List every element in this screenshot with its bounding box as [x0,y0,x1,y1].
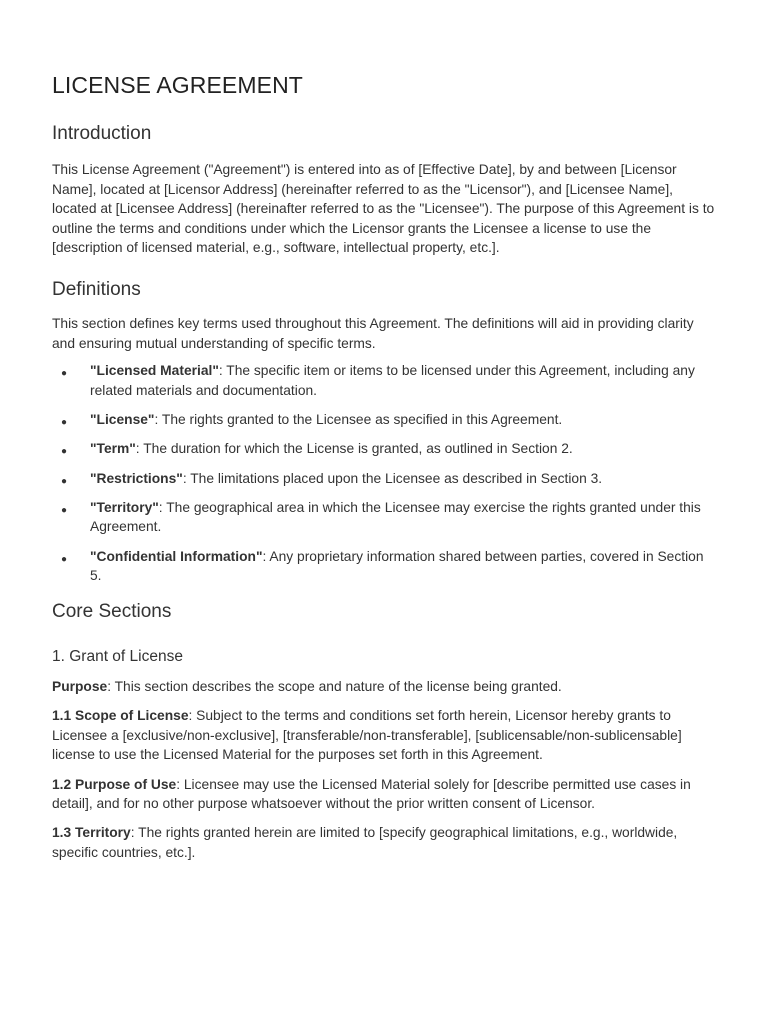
definition-desc: : The duration for which the License is granted, as outlined in Section 2. [135,441,573,457]
definition-item [52,469,718,489]
purpose-text: : This section describes the scope and nature of the license being granted. [107,678,562,694]
purpose-paragraph [52,677,718,697]
use-text: : Licensee may use the Licensed Material solely for [describe permitted use cases in detail], and for no other purpose whatsoever without the prior written consent of Licensor. [52,776,691,812]
territory-text: : The rights granted herein are limited to [specify geographical limitations, e.g., worldwide, specific countries, etc.]. [52,825,678,860]
definition-item [52,439,718,459]
definitions-list [52,361,718,586]
bullet-icon: ● [61,417,68,429]
use-paragraph [52,775,718,814]
document-title: LICENSE AGREEMENT [52,72,303,98]
definitions-text: This section defines key terms used throughout this Agreement. The definitions will aid in providing clarity and ensuring mutual understanding of specific terms. [52,315,694,351]
purpose-label: Purpose [52,678,108,694]
core-sections-heading: Core Sections [52,600,172,622]
definition-item [52,361,718,400]
definition-item [52,410,718,430]
definitions-heading: Definitions [52,278,141,300]
bullet-icon: ● [61,368,68,380]
bullet-icon: ● [61,475,68,487]
definition-desc: : The rights granted to the Licensee as specified in this Agreement. [154,412,563,428]
definition-term: "Licensed Material" [90,363,219,379]
scope-text: : Subject to the terms and conditions set forth herein, Licensor hereby grants to Licensee a [exclusive/non-exclusive], [transferable/non-transferable], [sublicensable/non-sublicensable] license to use the Licensed Material for the purposes set forth in this Agreement. [52,708,682,763]
grant-of-license-heading: 1. Grant of License [52,647,183,665]
introduction-text: This License Agreement ("Agreement") is entered into as of [Effective Date], by and between [Licensor Name], located at [Licensor Address] (hereinafter referred to as the "Licensor"), and [Licensee Name], located at [Licensee Address] (hereinafter referred to as the "Licensee"). The purpose of this Agreement is to outline the terms and conditions under which the Licensor grants the Licensee a license to use the [description of licensed material, e.g., software, intellectual property, etc.]. [52,162,715,256]
territory-paragraph [52,823,718,862]
scope-paragraph [52,706,718,765]
definition-term: "Confidential Information" [90,548,263,564]
definition-term: "Restrictions" [90,470,183,486]
definition-desc: : Any proprietary information shared between parties, covered in Section 5. [90,548,704,584]
definition-term: "Term" [90,441,136,457]
definition-item [52,498,718,537]
use-label: 1.2 Purpose of Use [52,776,177,792]
definition-term: "Territory" [90,499,159,515]
definition-desc: : The limitations placed upon the Licensee as described in Section 3. [182,470,603,486]
definition-desc: : The geographical area in which the Licensee may exercise the rights granted under this Agreement. [90,499,701,535]
bullet-icon: ● [61,504,68,516]
bullet-icon: ● [61,446,68,458]
definition-desc: : The specific item or items to be licensed under this Agreement, including any related materials and documentation. [90,363,695,398]
territory-label: 1.3 Territory [52,825,131,841]
definition-term: "License" [90,412,155,428]
introduction-heading: Introduction [52,123,152,144]
scope-label: 1.1 Scope of License [52,708,189,724]
bullet-icon: ● [61,553,68,565]
definition-item [52,547,718,586]
